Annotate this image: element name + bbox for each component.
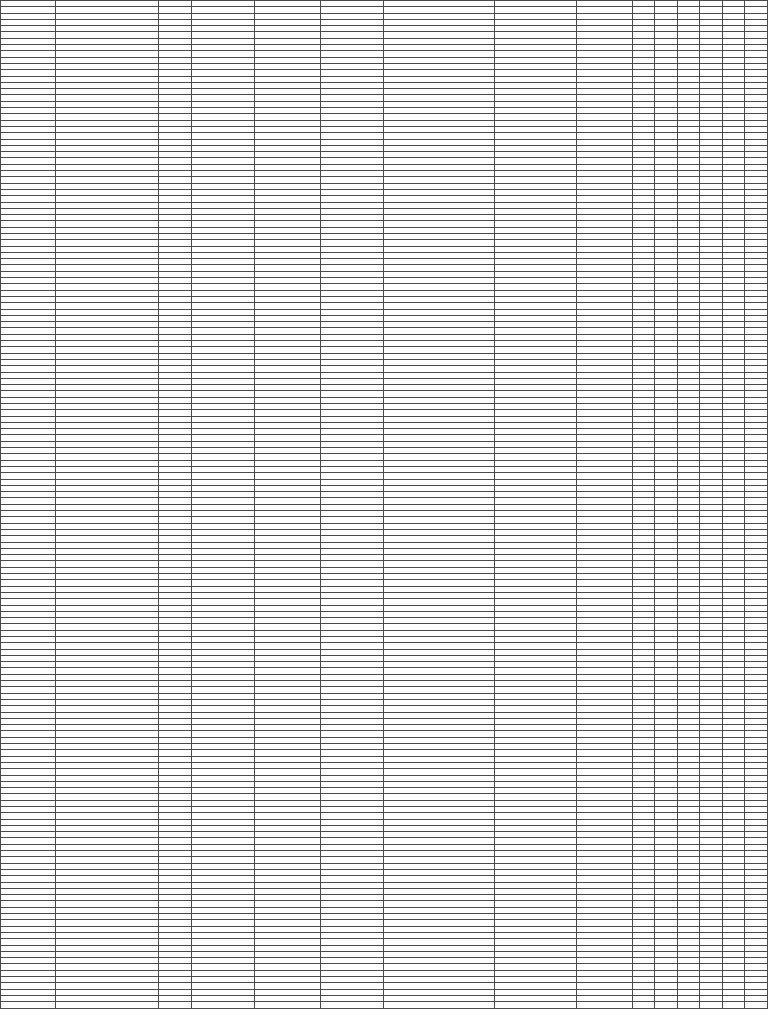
- table-cell: [255, 1002, 321, 1008]
- table-cell: [1, 1002, 56, 1008]
- table-cell: [655, 1002, 678, 1008]
- table-cell: [191, 1002, 255, 1008]
- table-row: [1, 1002, 768, 1008]
- table-cell: [320, 1002, 384, 1008]
- table-cell: [700, 1002, 723, 1008]
- table-cell: [677, 1002, 700, 1008]
- table-cell: [495, 1002, 577, 1008]
- table-cell: [722, 1002, 745, 1008]
- table-cell: [384, 1002, 495, 1008]
- table-cell: [56, 1002, 159, 1008]
- table-cell: [745, 1002, 768, 1008]
- table-body: [1, 1, 768, 1009]
- table-cell: [632, 1002, 655, 1008]
- table-cell: [577, 1002, 632, 1008]
- table-cell: [158, 1002, 191, 1008]
